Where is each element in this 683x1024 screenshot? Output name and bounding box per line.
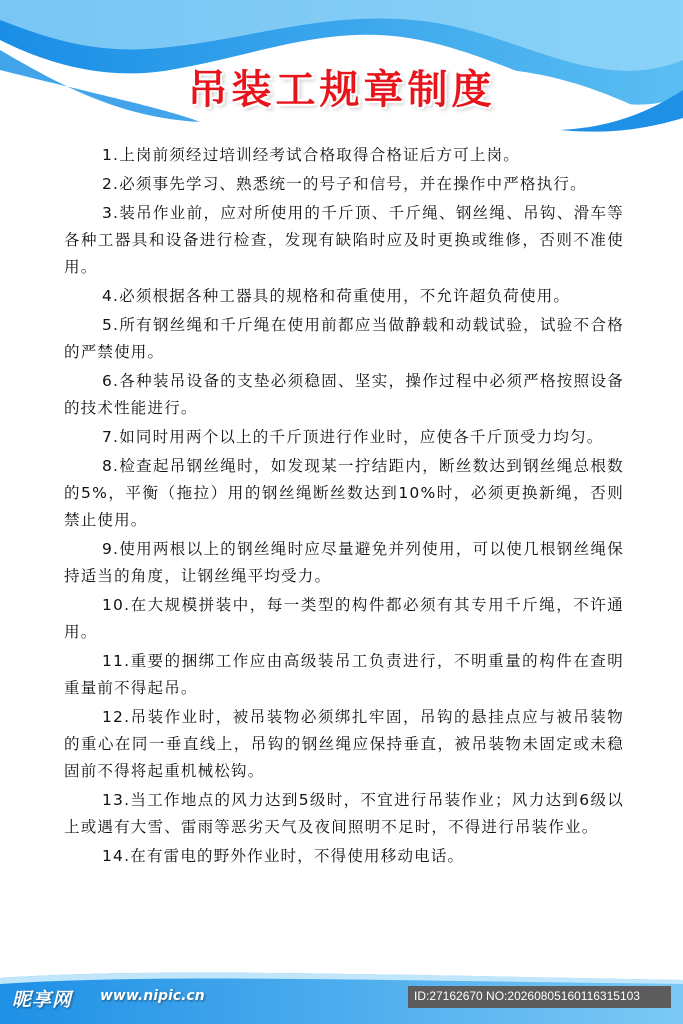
rules-list (64, 142, 624, 872)
rule-item: 12.吊装作业时，被吊装物必须绑扎牢固，吊钩的悬挂点应与被吊装物的重心在同一垂直线上，吊钩的钢丝绳应保持垂直，被吊装物未固定或未稳固前不得将起重机械松钩。 (64, 708, 624, 780)
rule-item: 5.所有钢丝绳和千斤绳在使用前都应当做静载和动载试验，试验不合格的严禁使用。 (64, 316, 624, 361)
rule-item: 9.使用两根以上的钢丝绳时应尽量避免并列使用，可以使几根钢丝绳保持适当的角度，让钢丝绳平均受力。 (64, 540, 624, 585)
watermark-url: www.nipic.cn (100, 988, 205, 1004)
rule-item: 4.必须根据各种工器具的规格和荷重使用，不允许超负荷使用。 (102, 287, 571, 305)
rule-item: 10.在大规模拼装中，每一类型的构件都必须有其专用千斤绳，不许通用。 (64, 596, 624, 641)
watermark-id: ID:27162670 NO:20260805160116315103 (414, 989, 640, 1003)
rule-item: 11.重要的捆绑工作应由高级装吊工负责进行，不明重量的构件在查明重量前不得起吊。 (64, 652, 624, 697)
rule-item: 7.如同时用两个以上的千斤顶进行作业时，应使各千斤顶受力均匀。 (102, 428, 604, 446)
rule-item: 13.当工作地点的风力达到5级时，不宜进行吊装作业；风力达到6级以上或遇有大雪、雷雨等恶劣天气及夜间照明不足时，不得进行吊装作业。 (64, 791, 624, 836)
rule-item: 1.上岗前须经过培训经考试合格取得合格证后方可上岗。 (102, 146, 520, 164)
watermark-logo: 昵享网 (12, 989, 73, 1011)
rule-item: 8.检查起吊钢丝绳时，如发现某一拧结距内，断丝数达到钢丝绳总根数的5%，平衡（拖拉）用的钢丝绳断丝数达到10%时，必须更换新绳，否则禁止使用。 (64, 457, 624, 529)
rule-item: 14.在有雷电的野外作业时，不得使用移动电话。 (102, 847, 465, 865)
rule-item: 6.各种装吊设备的支垫必须稳固、坚实，操作过程中必须严格按照设备的技术性能进行。 (64, 372, 624, 417)
rule-item: 3.装吊作业前，应对所使用的千斤顶、千斤绳、钢丝绳、吊钩、滑车等各种工器具和设备进行检查，发现有缺陷时应及时更换或维修，否则不准使用。 (64, 204, 624, 276)
rule-item: 2.必须事先学习、熟悉统一的号子和信号，并在操作中严格执行。 (102, 175, 587, 193)
page-title: 吊装工规章制度 (187, 67, 496, 113)
